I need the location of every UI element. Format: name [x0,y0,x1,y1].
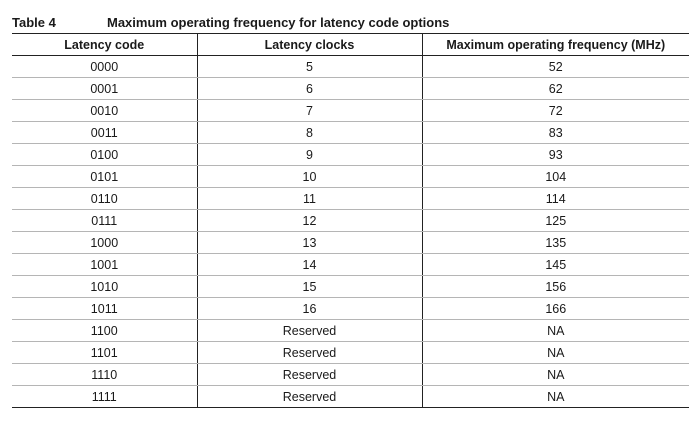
max-frequency-cell: 83 [422,122,689,144]
latency-code-cell: 0111 [12,210,197,232]
latency-code-cell: 1011 [12,298,197,320]
max-frequency-cell: 114 [422,188,689,210]
header-max-frequency: Maximum operating frequency (MHz) [422,34,689,56]
header-latency-code: Latency code [12,34,197,56]
max-frequency-cell: 72 [422,100,689,122]
latency-code-cell: 0000 [12,56,197,78]
latency-clocks-cell: 6 [197,78,422,100]
latency-code-cell: 1010 [12,276,197,298]
max-frequency-cell: 135 [422,232,689,254]
table-row [12,188,689,210]
latency-code-cell: 1101 [12,342,197,364]
max-frequency-cell: NA [422,364,689,386]
latency-code-cell: 1110 [12,364,197,386]
latency-clocks-cell: 9 [197,144,422,166]
latency-clocks-cell: 16 [197,298,422,320]
latency-code-cell: 0010 [12,100,197,122]
table-header-row [12,34,689,56]
table-row [12,210,689,232]
table-row [12,386,689,408]
max-frequency-cell: 145 [422,254,689,276]
latency-clocks-cell: 5 [197,56,422,78]
max-frequency-cell: NA [422,342,689,364]
table-caption [12,12,449,32]
table-row [12,298,689,320]
max-frequency-cell: 125 [422,210,689,232]
table-row [12,56,689,78]
table-body [12,56,689,408]
latency-clocks-cell: 12 [197,210,422,232]
max-frequency-cell: 104 [422,166,689,188]
latency-clocks-cell: 14 [197,254,422,276]
max-frequency-cell: 156 [422,276,689,298]
latency-clocks-cell: Reserved [197,342,422,364]
latency-clocks-cell: 7 [197,100,422,122]
latency-code-cell: 1111 [12,386,197,408]
table-row [12,78,689,100]
latency-code-cell: 0101 [12,166,197,188]
latency-code-cell: 1000 [12,232,197,254]
max-frequency-cell: NA [422,320,689,342]
max-frequency-cell: 62 [422,78,689,100]
latency-clocks-cell: Reserved [197,320,422,342]
latency-frequency-table [12,33,689,408]
latency-clocks-cell: 10 [197,166,422,188]
table-row [12,166,689,188]
latency-clocks-cell: 8 [197,122,422,144]
latency-clocks-cell: 15 [197,276,422,298]
latency-clocks-cell: 11 [197,188,422,210]
header-latency-clocks: Latency clocks [197,34,422,56]
table-row [12,342,689,364]
latency-clocks-cell: Reserved [197,386,422,408]
table-number: Table 4 [12,14,56,30]
table-row [12,232,689,254]
latency-code-cell: 0110 [12,188,197,210]
table-row [12,364,689,386]
max-frequency-cell: 93 [422,144,689,166]
table-row [12,276,689,298]
max-frequency-cell: 166 [422,298,689,320]
table-row [12,144,689,166]
table-title: Maximum operating frequency for latency code options [107,14,450,30]
table-row [12,320,689,342]
latency-code-cell: 1001 [12,254,197,276]
latency-code-cell: 0100 [12,144,197,166]
max-frequency-cell: 52 [422,56,689,78]
latency-code-cell: 0001 [12,78,197,100]
table-row [12,100,689,122]
max-frequency-cell: NA [422,386,689,408]
table-row [12,254,689,276]
latency-clocks-cell: 13 [197,232,422,254]
latency-clocks-cell: Reserved [197,364,422,386]
latency-code-cell: 1100 [12,320,197,342]
table-row [12,122,689,144]
latency-code-cell: 0011 [12,122,197,144]
